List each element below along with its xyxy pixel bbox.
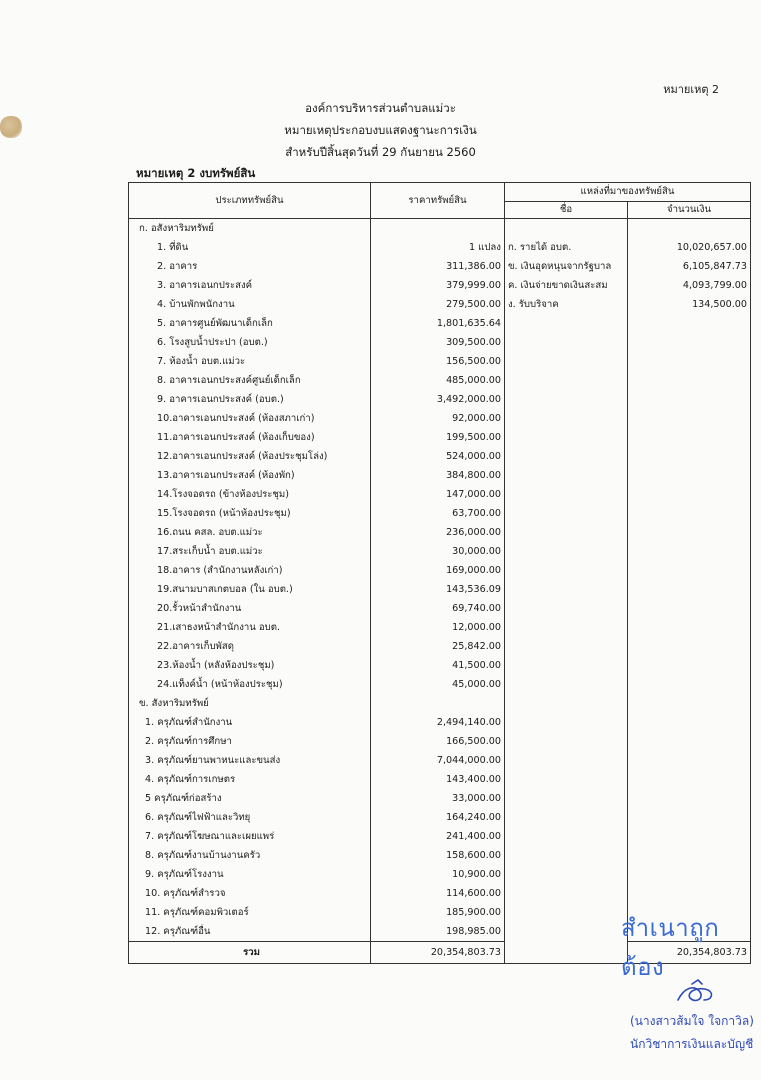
org-name: องค์การบริหารส่วนตำบลแม่วะ [305, 101, 456, 115]
asset-label: 22.อาคารเก็บพัสดุ [129, 637, 371, 656]
asset-price: 236,000.00 [371, 523, 505, 542]
asset-price: 156,500.00 [371, 352, 505, 371]
asset-price: 384,800.00 [371, 466, 505, 485]
total-amount: 20,354,803.73 [628, 942, 751, 964]
asset-price: 199,500.00 [371, 428, 505, 447]
total-label: รวม [129, 942, 371, 964]
asset-price: 2,494,140.00 [371, 713, 505, 732]
source-name [505, 827, 628, 846]
table-row [129, 314, 751, 333]
source-name: ข. เงินอุดหนุนจากรัฐบาล [505, 257, 628, 276]
table-row [129, 485, 751, 504]
asset-label: 14.โรงจอดรถ (ข้างห้องประชุม) [129, 485, 371, 504]
source-amount [628, 865, 751, 884]
asset-label: 13.อาคารเอนกประสงค์ (ห้องพัก) [129, 466, 371, 485]
signer-position: นักวิชาการเงินและบัญชี [630, 1037, 754, 1051]
source-name [505, 523, 628, 542]
asset-price: 30,000.00 [371, 542, 505, 561]
col-header-price: ราคาทรัพย์สิน [371, 183, 505, 219]
source-name [505, 789, 628, 808]
table-row [129, 352, 751, 371]
source-amount [628, 732, 751, 751]
asset-label: 5 ครุภัณฑ์ก่อสร้าง [129, 789, 371, 808]
asset-price: 169,000.00 [371, 561, 505, 580]
table-row [129, 238, 751, 257]
asset-price: 33,000.00 [371, 789, 505, 808]
table-row [129, 523, 751, 542]
asset-price: 241,400.00 [371, 827, 505, 846]
table-row [129, 371, 751, 390]
table-row [129, 504, 751, 523]
asset-price: 198,985.00 [371, 922, 505, 942]
asset-price: 143,536.09 [371, 580, 505, 599]
asset-label: 16.ถนน คสล. อบต.แม่วะ [129, 523, 371, 542]
source-name [505, 732, 628, 751]
doc-period: สำหรับปีสิ้นสุดวันที่ 29 กันยายน 2560 [285, 145, 476, 159]
table-row [129, 637, 751, 656]
asset-label: 2. อาคาร [129, 257, 371, 276]
source-amount [628, 352, 751, 371]
source-amount [628, 447, 751, 466]
source-amount [628, 808, 751, 827]
table-row [129, 675, 751, 694]
asset-price: 143,400.00 [371, 770, 505, 789]
source-amount [628, 523, 751, 542]
source-amount [628, 599, 751, 618]
table-row [129, 333, 751, 352]
source-amount [628, 618, 751, 637]
group-label: ก. อสังหาริมทรัพย์ [129, 219, 371, 239]
source-name: ก. รายได้ อบต. [505, 238, 628, 257]
table-row [129, 276, 751, 295]
asset-label: 12.อาคารเอนกประสงค์ (ห้องประชุมโล่ง) [129, 447, 371, 466]
source-name [505, 352, 628, 371]
source-name [505, 485, 628, 504]
source-name [505, 751, 628, 770]
table-row [129, 409, 751, 428]
asset-price: 166,500.00 [371, 732, 505, 751]
table-row [129, 846, 751, 865]
asset-price: 63,700.00 [371, 504, 505, 523]
table-row [129, 751, 751, 770]
asset-label: 3. ครุภัณฑ์ยานพาหนะและขนส่ง [129, 751, 371, 770]
source-amount [628, 504, 751, 523]
source-name [505, 865, 628, 884]
source-name [505, 922, 628, 942]
table-row [129, 732, 751, 751]
source-name [505, 314, 628, 333]
table-row [129, 770, 751, 789]
signature-icon [674, 978, 722, 1010]
source-amount [628, 751, 751, 770]
source-name [505, 770, 628, 789]
asset-price: 1 แปลง [371, 238, 505, 257]
source-name [505, 447, 628, 466]
table-row [129, 561, 751, 580]
asset-price: 309,500.00 [371, 333, 505, 352]
table-row [129, 428, 751, 447]
table-row [129, 447, 751, 466]
source-amount [628, 637, 751, 656]
asset-price: 1,801,635.64 [371, 314, 505, 333]
asset-label: 7. ห้องน้ำ อบต.แม่วะ [129, 352, 371, 371]
source-amount: 6,105,847.73 [628, 257, 751, 276]
source-name: ค. เงินจ่ายขาดเงินสะสม [505, 276, 628, 295]
source-amount [628, 390, 751, 409]
asset-label: 17.สระเก็บน้ำ อบต.แม่วะ [129, 542, 371, 561]
col-header-source: แหล่งที่มาของทรัพย์สิน [505, 183, 751, 202]
asset-price: 379,999.00 [371, 276, 505, 295]
asset-label: 20.รั้วหน้าสำนักงาน [129, 599, 371, 618]
note-number: หมายเหตุ 2 [663, 83, 719, 96]
source-amount [628, 314, 751, 333]
asset-label: 2. ครุภัณฑ์การศึกษา [129, 732, 371, 751]
table-body [129, 219, 751, 964]
asset-price: 147,000.00 [371, 485, 505, 504]
source-name [505, 390, 628, 409]
asset-label: 10. ครุภัณฑ์สำรวจ [129, 884, 371, 903]
source-name [505, 580, 628, 599]
source-name [505, 561, 628, 580]
asset-label: 10.อาคารเอนกประสงค์ (ห้องสภาเก่า) [129, 409, 371, 428]
source-amount [628, 371, 751, 390]
doc-title: หมายเหตุประกอบงบแสดงฐานะการเงิน [284, 123, 477, 137]
asset-label: 4. บ้านพักพนักงาน [129, 295, 371, 314]
source-amount [628, 333, 751, 352]
source-amount [628, 485, 751, 504]
asset-price: 7,044,000.00 [371, 751, 505, 770]
table-row [129, 789, 751, 808]
asset-price: 279,500.00 [371, 295, 505, 314]
source-amount: 134,500.00 [628, 295, 751, 314]
asset-label: 15.โรงจอดรถ (หน้าห้องประชุม) [129, 504, 371, 523]
asset-label: 9. อาคารเอนกประสงค์ (อบต.) [129, 390, 371, 409]
asset-label: 1. ครุภัณฑ์สำนักงาน [129, 713, 371, 732]
source-amount [628, 428, 751, 447]
source-amount: 10,020,657.00 [628, 238, 751, 257]
asset-label: 11.อาคารเอนกประสงค์ (ห้องเก็บของ) [129, 428, 371, 447]
source-name [505, 409, 628, 428]
source-name [505, 504, 628, 523]
asset-price: 25,842.00 [371, 637, 505, 656]
table-row [129, 656, 751, 675]
asset-label: 19.สนามบาสเกตบอล (ใน อบต.) [129, 580, 371, 599]
source-amount [628, 713, 751, 732]
signer-name: (นางสาวส้มใจ ใจกาวิล) [630, 1014, 754, 1028]
asset-price: 12,000.00 [371, 618, 505, 637]
table-row [129, 580, 751, 599]
source-name [505, 884, 628, 903]
source-name [505, 808, 628, 827]
source-amount [628, 580, 751, 599]
source-name [505, 675, 628, 694]
group-label: ข. สังหาริมทรัพย์ [129, 694, 371, 713]
asset-price: 185,900.00 [371, 903, 505, 922]
source-amount: 4,093,799.00 [628, 276, 751, 295]
source-amount [628, 884, 751, 903]
asset-price: 69,740.00 [371, 599, 505, 618]
table-row [129, 618, 751, 637]
asset-price: 10,900.00 [371, 865, 505, 884]
table-row [129, 884, 751, 903]
table-row [129, 827, 751, 846]
source-name [505, 333, 628, 352]
asset-price: 114,600.00 [371, 884, 505, 903]
asset-price: 45,000.00 [371, 675, 505, 694]
asset-price: 164,240.00 [371, 808, 505, 827]
source-amount [628, 561, 751, 580]
asset-price: 158,600.00 [371, 846, 505, 865]
total-price: 20,354,803.73 [371, 942, 505, 964]
asset-label: 11. ครุภัณฑ์คอมพิวเตอร์ [129, 903, 371, 922]
col-header-amount: จำนวนเงิน [628, 202, 751, 219]
certified-copy-stamp: สำเนาถูกต้อง [621, 914, 720, 981]
source-amount [628, 409, 751, 428]
source-amount [628, 770, 751, 789]
asset-label: 8. ครุภัณฑ์งานบ้านงานครัว [129, 846, 371, 865]
source-name [505, 466, 628, 485]
source-name [505, 371, 628, 390]
asset-label: 6. โรงสูบน้ำประปา (อบต.) [129, 333, 371, 352]
asset-table [128, 182, 751, 964]
table-row [129, 542, 751, 561]
table-row [129, 295, 751, 314]
group-row-movable [129, 694, 751, 713]
asset-price: 311,386.00 [371, 257, 505, 276]
table-row [129, 390, 751, 409]
asset-label: 23.ห้องน้ำ (หลังห้องประชุม) [129, 656, 371, 675]
source-amount [628, 466, 751, 485]
source-amount [628, 542, 751, 561]
section-title: หมายเหตุ 2 งบทรัพย์สิน [136, 166, 256, 180]
asset-label: 1. ที่ดิน [129, 238, 371, 257]
asset-label: 5. อาคารศูนย์พัฒนาเด็กเล็ก [129, 314, 371, 333]
table-row [129, 257, 751, 276]
source-amount [628, 675, 751, 694]
source-name [505, 846, 628, 865]
col-header-type: ประเภททรัพย์สิน [129, 183, 371, 219]
asset-label: 8. อาคารเอนกประสงค์ศูนย์เด็กเล็ก [129, 371, 371, 390]
col-header-name: ชื่อ [505, 202, 628, 219]
asset-price: 92,000.00 [371, 409, 505, 428]
asset-label: 3. อาคารเอนกประสงค์ [129, 276, 371, 295]
source-amount [628, 846, 751, 865]
asset-label: 6. ครุภัณฑ์ไฟฟ้าและวิทยุ [129, 808, 371, 827]
group-row-immovable [129, 219, 751, 239]
table-row [129, 466, 751, 485]
source-name [505, 637, 628, 656]
source-amount [628, 789, 751, 808]
asset-label: 7. ครุภัณฑ์โฆษณาและเผยแพร่ [129, 827, 371, 846]
asset-label: 12. ครุภัณฑ์อื่น [129, 922, 371, 942]
asset-price: 485,000.00 [371, 371, 505, 390]
source-name [505, 542, 628, 561]
source-name [505, 428, 628, 447]
source-name [505, 599, 628, 618]
table-row [129, 713, 751, 732]
source-amount [628, 827, 751, 846]
source-name: ง. รับบริจาค [505, 295, 628, 314]
asset-label: 21.เสาธงหน้าสำนักงาน อบต. [129, 618, 371, 637]
source-name [505, 656, 628, 675]
table-row [129, 865, 751, 884]
source-name [505, 903, 628, 922]
source-amount [628, 656, 751, 675]
asset-price: 524,000.00 [371, 447, 505, 466]
asset-label: 9. ครุภัณฑ์โรงงาน [129, 865, 371, 884]
asset-price: 41,500.00 [371, 656, 505, 675]
asset-price: 3,492,000.00 [371, 390, 505, 409]
asset-label: 18.อาคาร (สำนักงานหลังเก่า) [129, 561, 371, 580]
asset-label: 4. ครุภัณฑ์การเกษตร [129, 770, 371, 789]
source-name [505, 713, 628, 732]
table-row [129, 599, 751, 618]
table-row [129, 808, 751, 827]
source-name [505, 618, 628, 637]
asset-label: 24.แท็งค์น้ำ (หน้าห้องประชุม) [129, 675, 371, 694]
